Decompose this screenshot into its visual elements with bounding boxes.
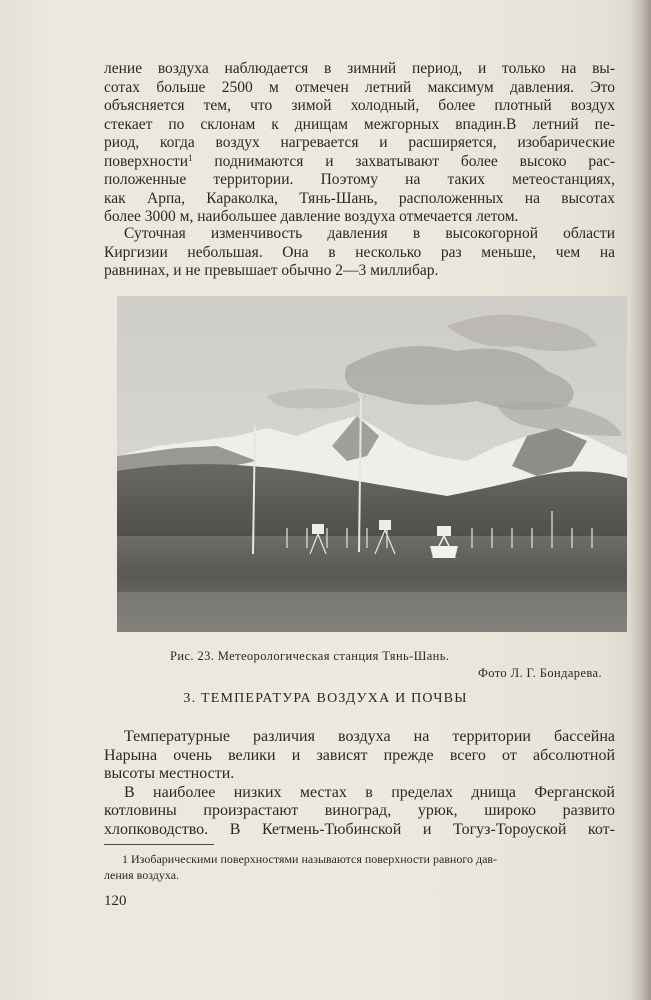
section-heading: 3. ТЕМПЕРАТУРА ВОЗДУХА И ПОЧВЫ xyxy=(183,691,468,706)
text-fragment: поднимаются и захватывают более высоко рас- xyxy=(214,152,615,170)
text-line: Суточная изменчивость давления в высокогорной области xyxy=(124,225,615,242)
footnote-divider xyxy=(104,844,214,845)
footnote xyxy=(104,851,615,883)
page-number: 120 xyxy=(104,893,127,909)
footnote-text: Изобарическими поверхностями называются поверхности равного дав- xyxy=(131,852,498,866)
book-spine-shadow xyxy=(629,0,651,1000)
text-line: как Арпа, Караколка, Тянь-Шань, расположенных на высотах xyxy=(104,189,615,207)
text-line: Нарына очень велики и зависят прежде всего от абсолютной xyxy=(104,746,615,764)
text-line: равнинах, и не превышает обычно 2—3 миллибар. xyxy=(104,262,439,279)
text-fragment: поверхности xyxy=(104,152,189,170)
figure-caption-title: Рис. 23. Метеорологическая станция Тянь-Шань. xyxy=(170,649,450,663)
photo-illustration xyxy=(117,296,627,632)
text-line: котловины произрастают виноград, урюк, широко развито xyxy=(104,802,615,820)
text-line: риод, когда воздух нагревается и расширяется, изобарические xyxy=(104,134,615,151)
paragraph-diurnal-variability xyxy=(104,225,615,281)
text-line: сотах больше 2500 м отмечен летний максимум давления. Это xyxy=(104,78,615,96)
footnote-marker: 1 xyxy=(122,852,128,866)
text-line: Температурные различия воздуха на территории бассейна xyxy=(124,728,615,745)
figure-caption xyxy=(170,648,610,682)
footnote-reference: 1 xyxy=(188,152,193,163)
text-line xyxy=(104,153,615,172)
paragraph-temperature xyxy=(104,728,615,840)
text-line: более 3000 м, наибольшее давление воздуха отмечается летом. xyxy=(104,208,519,225)
text-line: Киргизии небольшая. Она в несколько раз меньше, чем на xyxy=(104,243,615,261)
photo-credit: Фото Л. Г. Бондарева. xyxy=(477,666,602,680)
text-line: стекает по склонам к днищам межгорных впадин.В летний пе- xyxy=(104,115,615,133)
footnote-line: ления воздуха. xyxy=(104,868,180,882)
paragraph-air-pressure xyxy=(104,60,615,227)
text-line: В наиболее низких местах в пределах днища Ферганской xyxy=(124,783,615,801)
text-line: ление воздуха наблюдается в зимний период, и только на вы- xyxy=(104,60,615,77)
footnote-line xyxy=(104,851,615,867)
text-line: положенные территории. Поэтому на таких метеостанциях, xyxy=(104,171,615,188)
text-line: хлопководство. В Кетмень-Тюбинской и Тогуз-Тороуской кот- xyxy=(104,820,615,838)
text-line: высоты местности. xyxy=(104,765,235,783)
text-line: объясняется тем, что зимой холодный, более плотный воздух xyxy=(104,97,615,114)
photo-weather-station xyxy=(117,296,627,632)
